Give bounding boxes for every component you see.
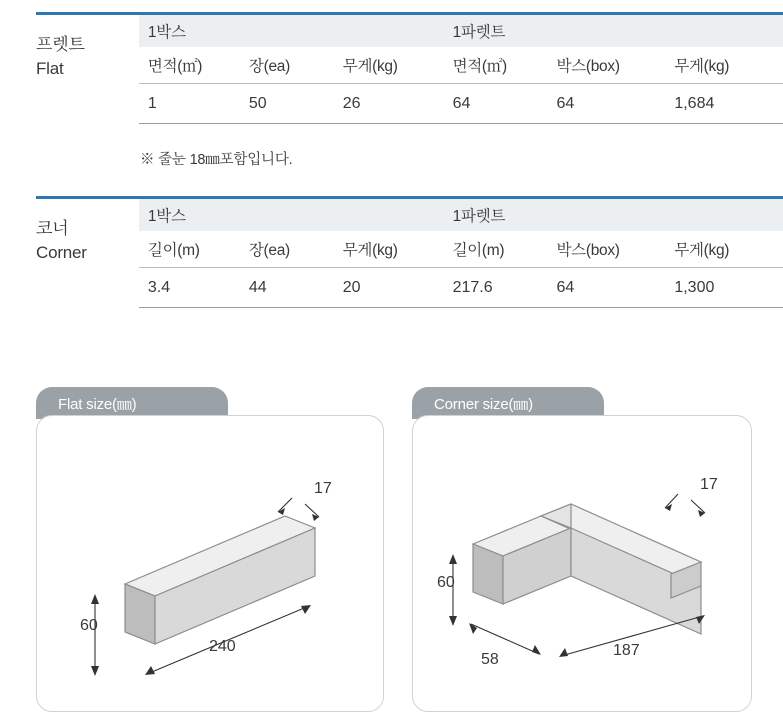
flat-header-boxes: 박스(box) [548, 47, 666, 84]
corner-brick-drawing [413, 416, 751, 711]
dim-height-arrow-top [91, 594, 99, 604]
corner-dim-long-arrow-1 [559, 648, 568, 657]
corner-dim-short-arrow-2 [532, 645, 541, 655]
flat-label-ko: 프렛트 [36, 35, 85, 54]
corner-dim-thickness-arrow-1 [665, 504, 672, 511]
corner-header-boxes: 박스(box) [547, 231, 665, 268]
corner-value-weight-box: 20 [334, 268, 444, 308]
corner-header-row [139, 231, 783, 268]
corner-label-ko: 코너 [36, 219, 69, 238]
corner-header-weight-box: 무게(kg) [334, 231, 444, 268]
corner-dim-height-label: 60 [437, 574, 455, 591]
flat-group-pallet: 1파렛트 [444, 14, 783, 48]
corner-group-row [139, 198, 783, 232]
flat-header-weight-box: 무게(kg) [334, 47, 444, 84]
corner-dim-thickness-line-2 [691, 500, 705, 513]
corner-spec-table [139, 196, 783, 308]
corner-group-pallet: 1파렛트 [444, 198, 783, 232]
corner-dim-thickness-label: 17 [700, 476, 718, 493]
flat-header-pieces: 장(ea) [240, 47, 334, 84]
corner-dim-short-label: 58 [481, 651, 499, 668]
corner-header-length-box: 길이(m) [139, 231, 240, 268]
corner-spec-block [36, 196, 783, 308]
flat-header-area-box: 면적(㎡) [139, 47, 240, 84]
corner-header-length-pallet: 길이(m) [444, 231, 548, 268]
flat-diagram-card [36, 415, 384, 712]
corner-group-box: 1박스 [139, 198, 444, 232]
flat-diagram-tab-label: Flat size(㎜) [58, 395, 137, 413]
flat-value-row [139, 84, 783, 124]
dim-thickness-line [278, 498, 292, 512]
flat-label-en: Flat [36, 59, 64, 79]
flat-spec-table [139, 12, 783, 124]
corner-spec-label [36, 196, 139, 265]
flat-group-box: 1박스 [139, 14, 444, 48]
flat-dim-height-label: 60 [80, 617, 98, 634]
corner-value-weight-pallet: 1,300 [665, 268, 783, 308]
corner-header-weight-pallet: 무게(kg) [665, 231, 783, 268]
flat-header-row [139, 47, 783, 84]
flat-value-weight-box: 26 [334, 84, 444, 124]
corner-dim-long-label: 187 [613, 642, 640, 659]
flat-brick-drawing [37, 416, 383, 711]
corner-value-row [139, 268, 783, 308]
flat-value-boxes: 64 [548, 84, 666, 124]
dim-height-arrow-bottom [91, 666, 99, 676]
corner-value-length-pallet: 217.6 [444, 268, 548, 308]
flat-value-area-pallet: 64 [444, 84, 548, 124]
dim-thickness-arrow-2 [312, 514, 319, 521]
corner-diagram-card [412, 415, 752, 712]
corner-dim-thickness-line [665, 494, 678, 508]
corner-diagram-tab-label: Corner size(㎜) [434, 395, 533, 413]
flat-dim-thickness-label: 17 [314, 480, 332, 497]
flat-header-area-pallet: 면적(㎡) [444, 47, 548, 84]
corner-value-pieces: 44 [240, 268, 334, 308]
corner-dim-thickness-arrow-2 [698, 510, 705, 517]
corner-header-pieces: 장(ea) [240, 231, 334, 268]
corner-dim-short-line [471, 624, 539, 654]
corner-value-length-box: 3.4 [139, 268, 240, 308]
flat-value-area-box: 1 [139, 84, 240, 124]
flat-spec-block [36, 12, 783, 124]
dim-thickness-line-2 [305, 504, 319, 517]
flat-header-weight-pallet: 무게(kg) [665, 47, 783, 84]
dim-length-arrow-left [145, 666, 155, 675]
corner-dim-height-arrow-bottom [449, 616, 457, 626]
flat-dim-length-label: 240 [209, 638, 236, 655]
flat-note: ※ 줄눈 18㎜포함입니다. [140, 152, 293, 168]
flat-value-weight-pallet: 1,684 [665, 84, 783, 124]
flat-spec-label [36, 12, 139, 81]
corner-label-en: Corner [36, 243, 87, 263]
dim-length-arrow-right [301, 605, 311, 614]
corner-value-boxes: 64 [547, 268, 665, 308]
flat-value-pieces: 50 [240, 84, 334, 124]
flat-group-row [139, 14, 783, 48]
corner-dim-height-arrow-top [449, 554, 457, 564]
